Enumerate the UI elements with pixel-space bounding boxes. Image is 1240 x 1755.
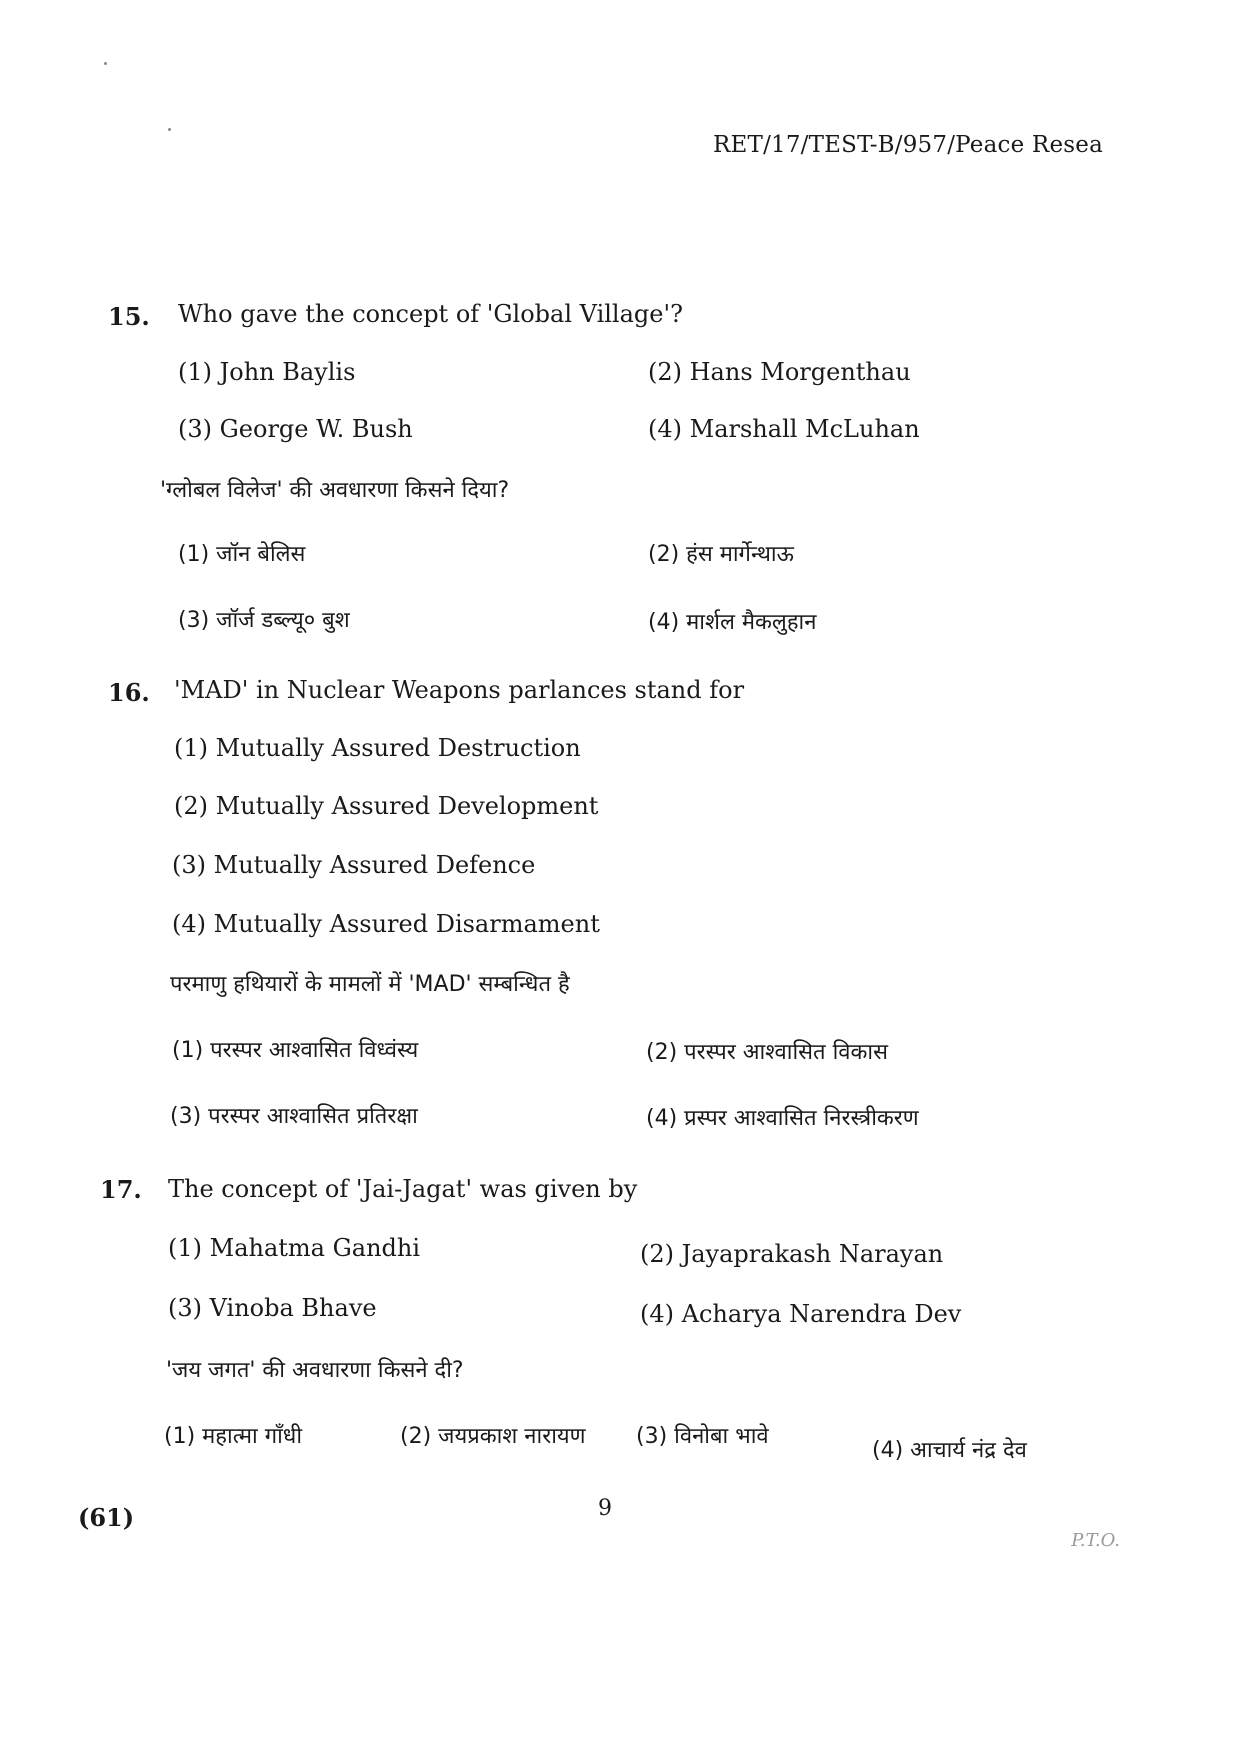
option-hi: (3) विनोबा भावे: [636, 1424, 769, 1449]
option-en: (4) Marshall McLuhan: [648, 415, 920, 443]
question-text-hi: 'जय जगत' की अवधारणा किसने दी?: [166, 1358, 464, 1383]
option-hi: (3) जॉर्ज डब्ल्यू० बुश: [178, 608, 350, 633]
option-en: (4) Mutually Assured Disarmament: [172, 910, 600, 938]
option-hi: (4) प्रस्पर आश्वासित निरस्त्रीकरण: [646, 1106, 919, 1131]
option-hi: (2) हंस मार्गेन्थाऊ: [648, 542, 794, 567]
option-hi: (4) मार्शल मैकलुहान: [648, 610, 817, 635]
exam-code: RET/17/TEST-B/957/Peace Resea: [713, 132, 1103, 158]
question-text-hi: परमाणु हथियारों के मामलों में 'MAD' सम्बन्धित है: [170, 972, 570, 997]
option-en: (2) Mutually Assured Development: [174, 792, 599, 820]
scan-speck: [104, 62, 107, 65]
option-en: (3) George W. Bush: [178, 415, 413, 443]
question-text-en: 'MAD' in Nuclear Weapons parlances stand for: [174, 676, 745, 704]
option-en: (1) Mutually Assured Destruction: [174, 734, 581, 762]
scan-speck: [168, 128, 171, 131]
question-number: 16.: [108, 678, 150, 707]
question-number: 15.: [108, 302, 150, 331]
option-en: (1) Mahatma Gandhi: [168, 1234, 421, 1262]
question-text-en: Who gave the concept of 'Global Village'?: [178, 300, 683, 328]
option-hi: (2) परस्पर आश्वासित विकास: [646, 1040, 888, 1065]
option-hi: (3) परस्पर आश्वासित प्रतिरक्षा: [170, 1104, 418, 1129]
option-en: (2) Hans Morgenthau: [648, 358, 911, 386]
question-text-hi: 'ग्लोबल विलेज' की अवधारणा किसने दिया?: [160, 478, 510, 503]
option-en: (1) John Baylis: [178, 358, 356, 386]
pto-mark: P.T.O.: [1071, 1530, 1120, 1551]
option-en: (3) Vinoba Bhave: [168, 1294, 377, 1322]
option-hi: (1) परस्पर आश्वासित विध्वंस्य: [172, 1038, 419, 1063]
option-en: (4) Acharya Narendra Dev: [640, 1300, 962, 1328]
question-number: 17.: [100, 1175, 142, 1204]
page-number: 9: [598, 1496, 612, 1521]
option-en: (3) Mutually Assured Defence: [172, 851, 536, 879]
booklet-number: (61): [78, 1503, 135, 1532]
option-hi: (1) महात्मा गाँधी: [164, 1424, 303, 1449]
option-hi: (1) जॉन बेलिस: [178, 542, 306, 567]
option-en: (2) Jayaprakash Narayan: [640, 1240, 944, 1268]
option-hi: (4) आचार्य नंद्र देव: [872, 1438, 1027, 1463]
question-text-en: The concept of 'Jai-Jagat' was given by: [168, 1175, 638, 1203]
option-hi: (2) जयप्रकाश नारायण: [400, 1424, 586, 1449]
